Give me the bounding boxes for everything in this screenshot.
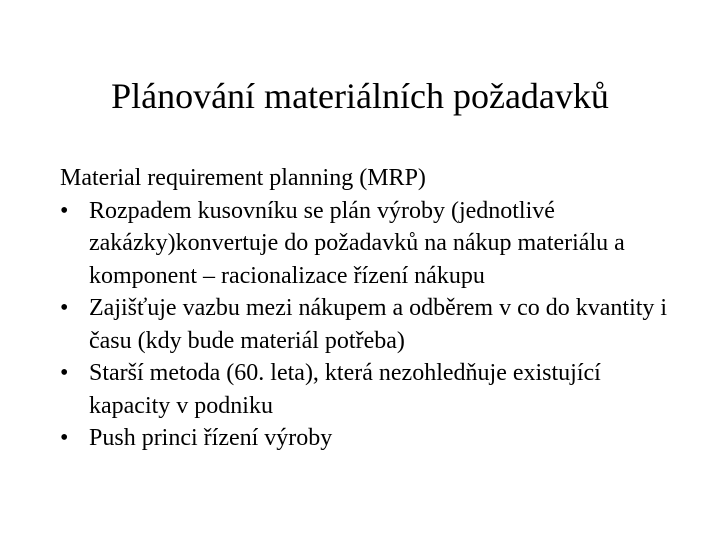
- bullet-item: [60, 357, 670, 422]
- bullet-text: Push princi řízení výroby: [89, 425, 333, 451]
- bullet-list: [60, 195, 670, 455]
- bullet-item: [60, 292, 670, 357]
- bullet-text: Starší metoda (60. leta), která nezohledňuje existující kapacity v podniku: [89, 360, 601, 419]
- slide-title: Plánování materiálních požadavků: [111, 76, 609, 116]
- bullet-text: Rozpadem kusovníku se plán výroby (jednotlivé zakázky)konvertuje do požadavků na nákup materiálu a komponent – racionalizace řízení nákupu: [89, 197, 625, 289]
- bullet-item: [60, 422, 670, 455]
- intro-line: Material requirement planning (MRP): [60, 165, 426, 191]
- bullet-item: [60, 195, 670, 293]
- bullet-icon: •: [60, 197, 69, 224]
- bullet-icon: •: [60, 425, 69, 451]
- bullet-icon: •: [60, 295, 69, 321]
- bullet-text: Zajišťuje vazbu mezi nákupem a odběrem v co do kvantity i času (kdy bude materiál potřeba): [89, 295, 668, 354]
- slide-body: [60, 162, 670, 455]
- bullet-icon: •: [60, 360, 69, 386]
